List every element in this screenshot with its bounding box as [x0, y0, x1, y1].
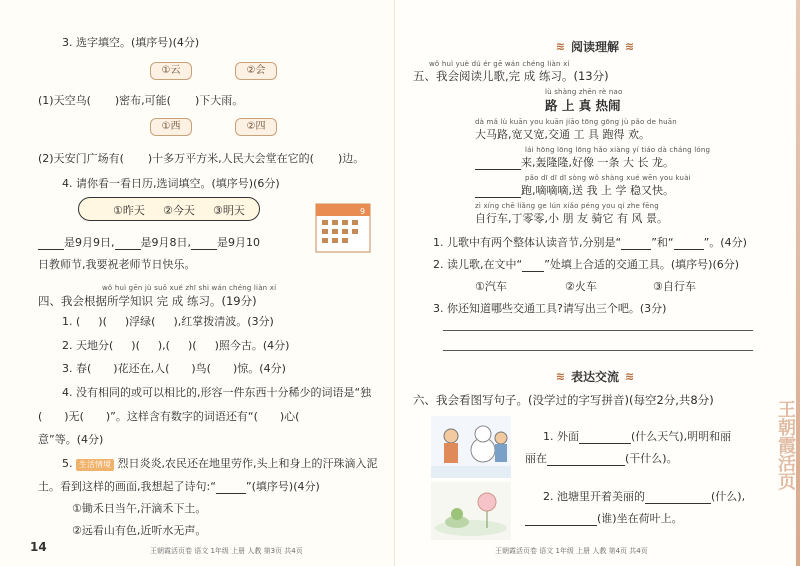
- text: 丽在: [525, 452, 547, 465]
- text: 1. 儿歌中有两个整体认读音节,分别是“: [433, 236, 622, 249]
- section-4-title: 四、我会根据所学知识 完 成 练习。(19分): [38, 294, 257, 308]
- poem-line2: [475, 154, 674, 170]
- left-page: [0, 0, 395, 566]
- answer-line: [443, 330, 753, 331]
- option-pill: ①西: [150, 118, 192, 136]
- right-page: [395, 0, 800, 566]
- wave-icon: ≋: [555, 40, 565, 53]
- text: 来,轰隆隆,好像 一条 大 长 龙。: [521, 156, 674, 169]
- reading-title: 阅读理解: [570, 40, 619, 54]
- s4-q1: [62, 313, 274, 329]
- text: (什么),: [711, 490, 746, 503]
- text: )十多万平方米,人民大会堂在它的(: [147, 152, 314, 165]
- text: ),(: [157, 339, 170, 352]
- text: (: [38, 410, 43, 423]
- poem-line4: 自行车,丁零零,小 朋 友 骑它 有 风 景。: [475, 212, 668, 225]
- s4-q2: [62, 337, 289, 353]
- text: ),红掌拨清波。(3分): [173, 315, 274, 328]
- text: (谁)坐在荷叶上。: [597, 512, 683, 525]
- text: ”处填上合适的交通工具。(填序号)(6分): [544, 258, 740, 271]
- wave-icon: ≋: [625, 370, 635, 383]
- section-5-pinyin: wǒ huì yuè dú ér gē wán chéng liàn xí: [429, 60, 570, 68]
- question-3-title: 3. 选字填空。(填序号)(4分): [62, 36, 200, 49]
- text: 跑,嘀嘀嘀,送 我 上 学 稳又快。: [521, 184, 674, 197]
- wave-icon: ≋: [555, 370, 565, 383]
- page-edge-border: [796, 0, 800, 566]
- answer-line: [443, 350, 753, 351]
- text: (2)天安门广场有(: [38, 152, 124, 165]
- text: )无(: [64, 410, 84, 423]
- pond-scene-illustration: [431, 482, 511, 540]
- brand-stamp: 王朝霞活页: [775, 400, 796, 490]
- text: (干什么)。: [625, 452, 678, 465]
- section-6-title: 六、我会看图写句子。(没学过的字写拼音)(每空2分,共8分): [413, 393, 714, 407]
- text: )(: [98, 315, 107, 328]
- section-4-pinyin: wǒ huì gēn jù suǒ xué zhī shi wán chéng liàn xí: [102, 284, 277, 292]
- poem-line1-pinyin: dà mǎ lù kuān you kuān jiāo tōng gōng jù pǎo de huān: [475, 118, 677, 126]
- text: )边。: [337, 152, 365, 165]
- text: )鸟(: [191, 362, 211, 375]
- text: ”和“: [651, 236, 674, 249]
- option-pill: ②会: [235, 62, 277, 80]
- calendar-icon: [312, 196, 374, 258]
- text: 1. (: [62, 315, 81, 328]
- poem-line4-pinyin: zì xíng chē liǎng ge lún xiǎo péng you qí zhe fēng: [475, 202, 659, 210]
- text: )浮绿(: [124, 315, 156, 328]
- snow-scene-illustration: [431, 416, 511, 478]
- expression-q1-line2: [525, 450, 678, 466]
- poem-title: 路 上 真 热闹: [545, 98, 621, 113]
- text: )”。这样含有数字的词语还有“(: [105, 410, 258, 423]
- s4-q5-line1: [62, 455, 378, 471]
- poem-line3: [475, 182, 674, 198]
- wave-icon: ≋: [625, 40, 635, 53]
- reading-q1: [433, 234, 747, 250]
- s4-q3: [62, 360, 286, 376]
- page-footer: 王朝霞活页卷 语文 1年级 上册 人教 第4页 共4页: [495, 547, 648, 555]
- calendar-date: 9: [360, 207, 366, 216]
- s4-q4-line1: 4. 没有相同的或可以相比的,形容一件东西十分稀少的词语是“独: [62, 386, 372, 399]
- text: 烈日炎炎,农民还在地里劳作,头上和身上的汗珠滴入泥: [117, 457, 378, 470]
- text: 2. 读儿歌,在文中“: [433, 258, 523, 271]
- question-4-title: 4. 请你看一看日历,选词填空。(填序号)(6分): [62, 177, 280, 190]
- expression-q2-line1: [543, 488, 745, 504]
- reading-q3: 3. 你还知道哪些交通工具?请写出三个吧。(3分): [433, 302, 667, 315]
- question-4-line-1: [38, 234, 260, 250]
- reading-q2-option2: ②火车: [565, 280, 597, 293]
- expression-q2-line2: [525, 510, 683, 526]
- text: )照今古。(4分): [214, 339, 290, 352]
- text: 1. 外面: [543, 430, 579, 443]
- reading-q2: [433, 256, 739, 272]
- poem-title-pinyin: lù shàng zhēn rè nao: [545, 88, 623, 96]
- text: 土。看到这样的画面,我想起了诗句:“: [38, 480, 216, 493]
- text: )惊。(4分): [232, 362, 286, 375]
- text: 3. 春(: [62, 362, 92, 375]
- text: (什么天气),明明和丽: [631, 430, 732, 443]
- option-pill: ②四: [235, 118, 277, 136]
- page-number: 14: [30, 540, 47, 554]
- life-scenario-tag: 生活情境: [76, 459, 114, 471]
- text: ”。(4分): [703, 236, 747, 249]
- reading-q2-option1: ①汽车: [475, 280, 507, 293]
- question-3-line-2: [38, 150, 364, 166]
- s4-q5-option2: ②远看山有色,近听水无声。: [72, 524, 207, 537]
- text: )(: [131, 339, 140, 352]
- s4-q4-line2: [38, 408, 299, 424]
- text: (1)天空乌(: [38, 94, 91, 107]
- expression-title: 表达交流: [570, 370, 619, 384]
- expression-section-header: [535, 368, 655, 385]
- option-pill: ①云: [150, 62, 192, 80]
- text: 是9月8日,: [140, 236, 191, 249]
- s4-q5-line2: [38, 478, 320, 494]
- text: )(: [187, 339, 197, 352]
- text: )心(: [279, 410, 300, 423]
- question-3-line-1: [38, 92, 243, 108]
- s4-q4-line3: 意”等。(4分): [38, 433, 104, 446]
- text: 2. 天地分(: [62, 339, 114, 352]
- option-yesterday: ①昨天: [113, 204, 145, 217]
- text: 2. 池塘里开着美丽的: [543, 490, 645, 503]
- poem-line3-pinyin: pǎo dī dī dī sòng wǒ shàng xué wēn you kuài: [525, 174, 691, 182]
- expression-q1-line1: [543, 428, 731, 444]
- option-today: ②今天: [163, 204, 195, 217]
- reading-q2-option3: ③自行车: [653, 280, 696, 293]
- options-box: [78, 197, 260, 221]
- text: 是9月10: [217, 236, 260, 249]
- reading-section-header: [535, 38, 655, 55]
- text: )下大雨。: [194, 94, 244, 107]
- poem-line1: 大马路,宽又宽,交通 工 具 跑得 欢。: [475, 128, 650, 141]
- question-4-line-2: 日教师节,我要祝老师节日快乐。: [38, 258, 196, 271]
- text: 5.: [62, 457, 73, 470]
- text: )花还在,人(: [113, 362, 170, 375]
- poem-line2-pinyin: lái hōng lōng lōng hǎo xiàng yí tiáo dà cháng lóng: [525, 146, 711, 154]
- page-footer: 王朝霞活页卷 语文 1年级 上册 人教 第3页 共4页: [150, 547, 303, 555]
- text: ”(填序号)(4分): [245, 480, 320, 493]
- text: 是9月9日,: [64, 236, 115, 249]
- section-5-title: 五、我会阅读儿歌,完 成 练习。(13分): [413, 69, 609, 83]
- text: )密布,可能(: [114, 94, 171, 107]
- option-tomorrow: ③明天: [213, 204, 245, 217]
- s4-q5-option1: ①锄禾日当午,汗滴禾下土。: [72, 502, 207, 515]
